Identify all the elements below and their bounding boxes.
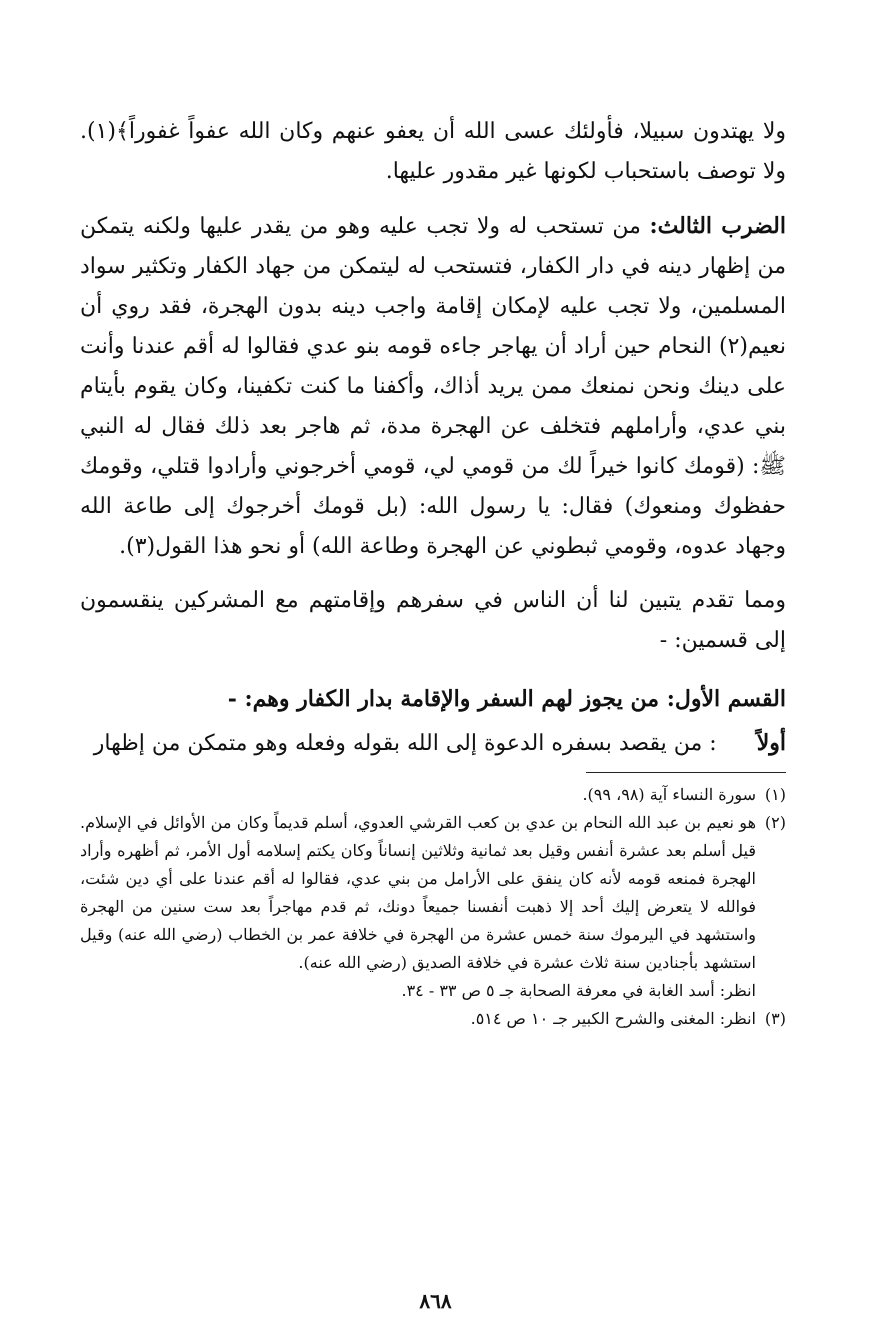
footnotes xyxy=(80,781,786,1033)
footnote-divider xyxy=(586,772,786,773)
footnote-1 xyxy=(80,781,786,809)
first-item-label: أولاً xyxy=(756,730,786,756)
footnote-number: (١) xyxy=(764,785,786,804)
paragraph-3: ومما تقدم يتبين لنا أن الناس في سفرهم وإقامتهم مع المشركين ينقسمون إلى قسمين: - xyxy=(80,588,786,653)
footnote-2 xyxy=(80,809,786,1005)
main-text xyxy=(80,112,786,661)
footnote-number: (٢) xyxy=(764,813,786,832)
first-item xyxy=(80,723,786,764)
page xyxy=(80,112,786,1303)
footnote-text: انظر: المغنى والشرح الكبير جـ ١٠ ص ٥١٤. xyxy=(470,1009,756,1028)
footnote-number: (٣) xyxy=(764,1009,786,1028)
footnote-3 xyxy=(80,1005,786,1033)
paragraph-2 xyxy=(80,206,786,567)
footnote-reference: انظر: أسد الغابة في معرفة الصحابة جـ ٥ ص ٣٣ - ٣٤. xyxy=(401,981,756,1000)
section-heading: القسم الأول: من يجوز لهم السفر والإقامة بدار الكفار وهم: - xyxy=(227,686,786,712)
paragraph-2-body: من تستحب له ولا تجب عليه وهو من يقدر عليها ولكنه يتمكن من إظهار دينه في دار الكفار، فتستحب له ليتمكن من جهاد الكفار وتكثير سواد المسلمين، ولا تجب عليه لإمكان إقامة واجب دينه بدون الهجرة، فقد روي أن نعيم(٢) النحام حين أراد أن يهاجر جاءه قومه بنو عدي فقالوا له أقم عندنا وأنت على دينك ونحن نمنعك ممن يريد أذاك، وأكفنا ما كنت تكفينا، وكان يقوم بأيتام بني عدي، وأراملهم فتخلف عن الهجرة مدة، ثم هاجر بعد ذلك فقال له النبي ﷺ: (قومك كانوا خيراً لك من قومي لي، قومي أخرجوني وأرادوا قتلي، وقومك حفظوك ومنعوك) فقال: يا رسول الله: (بل قومك أخرجوك إلى طاعة الله وجهاد عدوه، وقومي ثبطوني عن الهجرة وطاعة الله) أو نحو هذا القول(٣). xyxy=(80,214,786,559)
page-number: ٨٦٨ xyxy=(419,1289,452,1313)
footnote-body xyxy=(80,809,756,1005)
footnote-text: سورة النساء آية (٩٨، ٩٩). xyxy=(582,785,756,804)
footnote-text: هو نعيم بن عبد الله النحام بن عدي بن كعب القرشي العدوي، أسلم قديماً وكان من الأوائل في الإسلام. قيل أسلم بعد عشرة أنفس وقيل بعد ثمانية وثلاثين إنساناً وكان يكتم إسلامه أول الأمر، ثم أظهره وأراد الهجرة فمنعه قومه لأنه كان ينفق على الأرامل من بني عدي، فقالوا له أقم عندنا على أي دين شئت، فوالله لا يتعرض إليك أحد إلا ذهبت أنفسنا جميعاً دونك، ثم قدم مهاجراً بعد ست سنين من الهجرة واستشهد في اليرموك سنة خمس عشرة من الهجرة في خلافة عمر بن الخطاب (رضي الله عنه) وقيل استشهد بأجنادين سنة ثلاث عشرة في خلافة الصديق (رضي الله عنه). xyxy=(80,813,757,972)
paragraph-1: ولا يهتدون سبيلا، فأولئك عسى الله أن يعفو عنهم وكان الله عفواً غفوراً﴾(١). ولا توصف باستحباب لكونها غير مقدور عليها. xyxy=(80,119,786,184)
first-item-text: : من يقصد بسفره الدعوة إلى الله بقوله وفعله وهو متمكن من إظهار xyxy=(93,731,717,756)
paragraph-2-lead: الضرب الثالث: xyxy=(649,213,786,239)
